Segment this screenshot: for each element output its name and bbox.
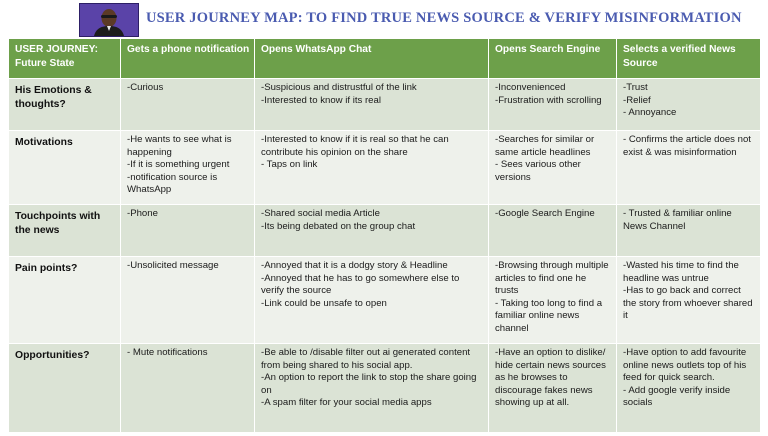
table-cell: -He wants to see what is happening -If it is something urgent -notification source is WhatsApp xyxy=(121,131,255,205)
column-header: USER JOURNEY: Future State xyxy=(9,39,121,79)
table-cell: -Unsolicited message xyxy=(121,257,255,344)
person-photo-icon xyxy=(80,4,138,36)
table-cell: -Phone xyxy=(121,205,255,257)
table-cell: -Have an option to dislike/ hide certain news sources as he browses to discourage fakes news showing up at all. xyxy=(489,344,617,433)
column-header: Gets a phone notification xyxy=(121,39,255,79)
journey-map-table xyxy=(8,38,761,433)
table-cell: -Interested to know if it is real so that he can contribute his opinion on the share - Taps on link xyxy=(255,131,489,205)
row-label: Opportunities? xyxy=(9,344,121,433)
column-header: Selects a verified News Source xyxy=(617,39,761,79)
column-header: Opens Search Engine xyxy=(489,39,617,79)
table-header-row xyxy=(9,39,761,79)
avatar xyxy=(79,3,139,37)
table-cell: -Suspicious and distrustful of the link -Interested to know if its real xyxy=(255,79,489,131)
table-cell: -Annoyed that it is a dodgy story & Headline -Annoyed that he has to go somewhere else to verify the source -Link could be unsafe to open xyxy=(255,257,489,344)
table-cell: -Shared social media Article -Its being debated on the group chat xyxy=(255,205,489,257)
table-cell: - Mute notifications xyxy=(121,344,255,433)
page-title: USER JOURNEY MAP: TO FIND TRUE NEWS SOURCE & VERIFY MISINFORMATION xyxy=(146,10,742,26)
table-cell: -Curious xyxy=(121,79,255,131)
table-cell: -Trust -Relief - Annoyance xyxy=(617,79,761,131)
table-cell: - Trusted & familiar online News Channel xyxy=(617,205,761,257)
table-cell: -Browsing through multiple articles to find one he trusts - Taking too long to find a familiar online news channel xyxy=(489,257,617,344)
table-row xyxy=(9,131,761,205)
row-label: Touchpoints with the news xyxy=(9,205,121,257)
table-cell: -Be able to /disable filter out ai generated content from being shared to his social app. -An option to report the link to stop the share going on -A spam filter for your social media apps xyxy=(255,344,489,433)
column-header: Opens WhatsApp Chat xyxy=(255,39,489,79)
table-cell: - Confirms the article does not exist & was misinformation xyxy=(617,131,761,205)
table-cell: -Wasted his time to find the headline was untrue -Has to go back and correct the story from whoever shared it xyxy=(617,257,761,344)
table-row xyxy=(9,79,761,131)
table-cell: -Google Search Engine xyxy=(489,205,617,257)
table-cell: -Inconvenienced -Frustration with scrolling xyxy=(489,79,617,131)
table-row xyxy=(9,257,761,344)
row-label: His Emotions & thoughts? xyxy=(9,79,121,131)
page-header xyxy=(0,0,768,38)
row-label: Motivations xyxy=(9,131,121,205)
table-row xyxy=(9,205,761,257)
table-cell: -Searches for similar or same article headlines - Sees various other versions xyxy=(489,131,617,205)
table-cell: -Have option to add favourite online news outlets top of his feed for quick search. - Add google verify inside socials xyxy=(617,344,761,433)
row-label: Pain points? xyxy=(9,257,121,344)
table-row xyxy=(9,344,761,433)
